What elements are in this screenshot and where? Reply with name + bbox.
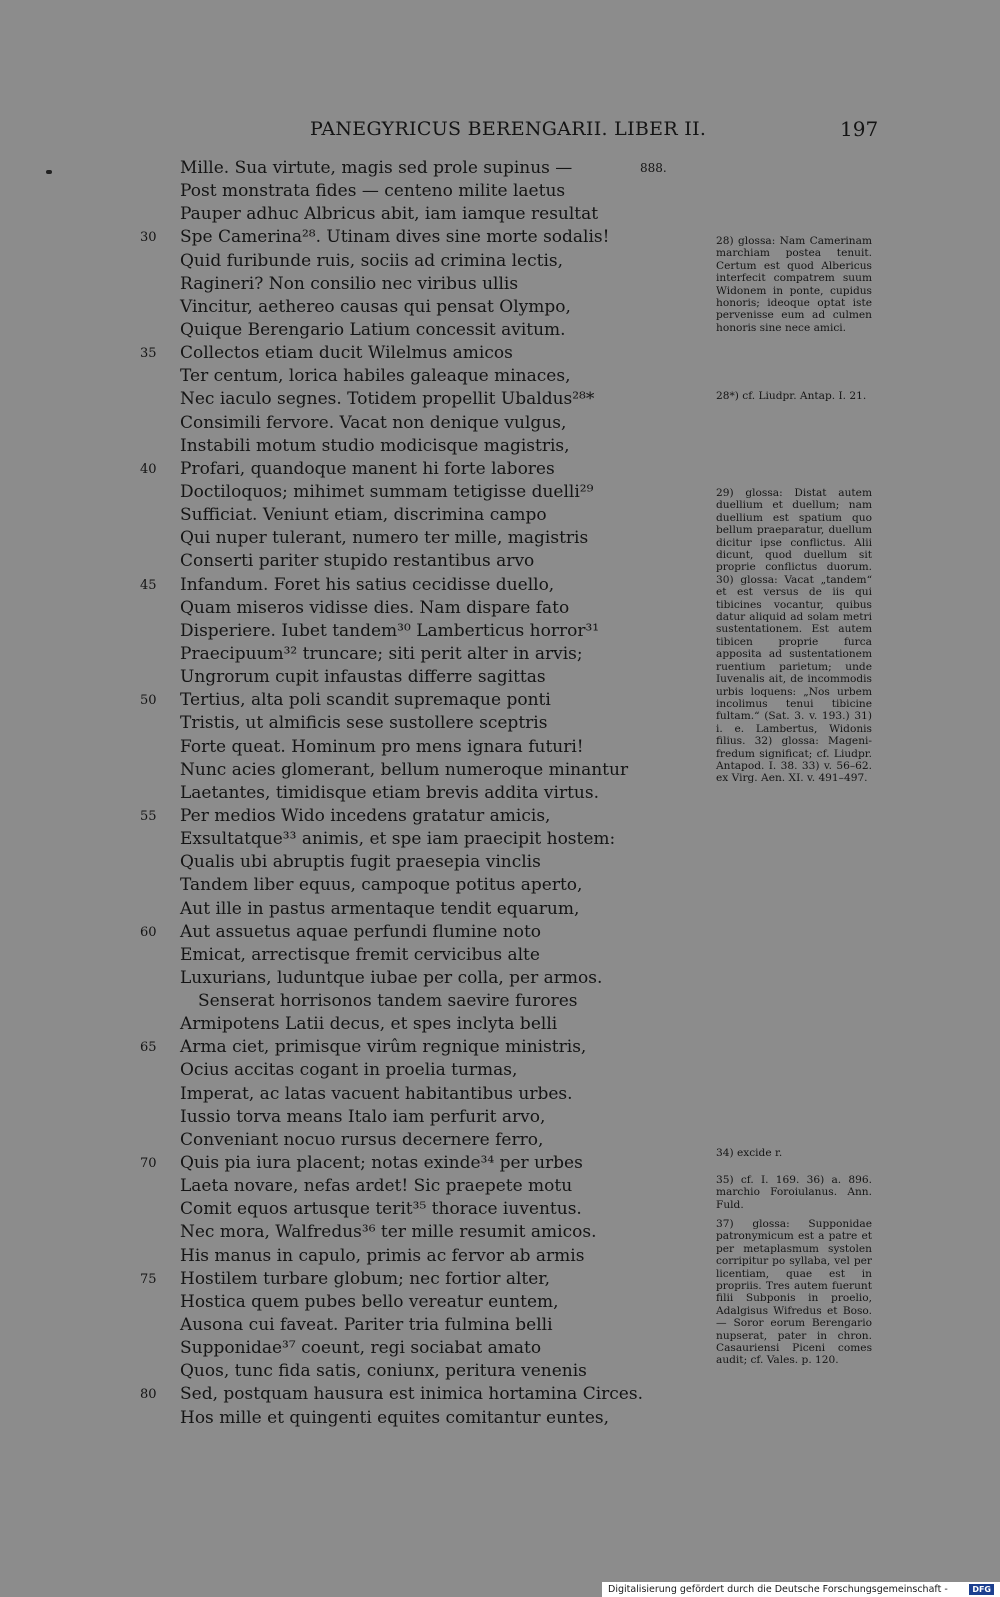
verse-text: Armipotens Latii decus, et spes inclyta belli [180, 1014, 558, 1035]
verse-text: Quos, tunc fida satis, coniunx, peritura venenis [180, 1361, 587, 1382]
line-number: 45 [140, 577, 157, 593]
verse-text: Imperat, ac latas vacuent habitantibus urbes. [180, 1083, 573, 1104]
footnotes-35-36: 35) cf. I. 169. 36) a. 896. marchio Foroiulanus. Ann. Fuld. [716, 1174, 872, 1211]
line-number: 35 [140, 346, 157, 362]
verse-line [0, 226, 700, 249]
verse-line [0, 319, 700, 342]
verse-line [0, 1291, 700, 1314]
verse-line [0, 1175, 700, 1198]
verse-text: Consimili fervore. Vacat non denique vulgus, [180, 412, 567, 433]
verse-text: Vincitur, aethereo causas qui pensat Olympo, [180, 296, 571, 317]
line-number: 75 [140, 1271, 157, 1287]
verse-line [0, 342, 700, 365]
verse-column [0, 157, 700, 1430]
verse-line [0, 180, 700, 203]
verse-text: Ausona cui faveat. Pariter tria fulmina belli [180, 1315, 553, 1336]
verse-text: His manus in capulo, primis ac fervor ab armis [180, 1245, 585, 1266]
verse-text: Laetantes, timidisque etiam brevis addita virtus. [180, 782, 599, 803]
verse-line [0, 1383, 700, 1406]
verse-line [0, 597, 700, 620]
verse-text: Qui nuper tulerant, numero ter mille, magistris [180, 528, 589, 549]
verse-line [0, 666, 700, 689]
verse-line [0, 550, 700, 573]
verse-line [0, 874, 700, 897]
verse-line [0, 273, 700, 296]
verse-line [0, 620, 700, 643]
verse-text: Conserti pariter stupido restantibus arvo [180, 551, 535, 572]
verse-text: Exsultatque³³ animis, et spe iam praecipit hostem: [180, 829, 616, 850]
verse-line [0, 527, 700, 550]
verse-line [0, 435, 700, 458]
verse-text: Praecipuum³² truncare; siti perit alter in arvis; [180, 643, 583, 664]
verse-text: Ocius accitas cogant in proelia turmas, [180, 1060, 518, 1081]
verse-line [0, 851, 700, 874]
verse-line [0, 388, 700, 411]
verse-line [0, 805, 700, 828]
verse-line [0, 1083, 700, 1106]
verse-text: Luxurians, luduntque iubae per colla, per armos. [180, 967, 603, 988]
verse-line [0, 1337, 700, 1360]
verse-line [0, 782, 700, 805]
verse-line [0, 643, 700, 666]
verse-text: Mille. Sua virtute, magis sed prole supinus — [180, 158, 573, 178]
verse-line [0, 1106, 700, 1129]
line-number: 80 [140, 1387, 157, 1403]
verse-line [0, 689, 700, 712]
verse-text: Qualis ubi abruptis fugit praesepia vinclis [180, 852, 541, 873]
verse-text: Tertius, alta poli scandit supremaque ponti [180, 690, 551, 711]
verse-line [0, 1059, 700, 1082]
footnote-28: 28) glossa: Nam Camerinam marchiam postea tenuit. Certum est quod Albericus interfecit compatrem suum Widonem in ponte, cupidus honoris; ideoque optat iste pervenisse eum ad culmen honoris sine nece amici. [716, 235, 872, 334]
line-number: 55 [140, 808, 157, 824]
verse-text: Nunc acies glomerant, bellum numeroque minantur [180, 759, 629, 780]
verse-text: Conveniant nocuo rursus decernere ferro, [180, 1129, 544, 1150]
verse-text: Collectos etiam ducit Wilelmus amicos [180, 343, 513, 364]
verse-text: Spe Camerina²⁸. Utinam dives sine morte sodalis! [180, 227, 610, 248]
verse-line [0, 898, 700, 921]
verse-line [0, 921, 700, 944]
verse-line [0, 481, 700, 504]
verse-line [0, 1129, 700, 1152]
verse-line [0, 365, 700, 388]
footnote-34: 34) excide r. [716, 1147, 783, 1159]
verse-line [0, 1407, 700, 1430]
verse-line [0, 1013, 700, 1036]
verse-line [0, 1245, 700, 1268]
verse-line [0, 1221, 700, 1244]
page-number: 197 [840, 117, 879, 141]
verse-text: Quam miseros vidisse dies. Nam dispare fato [180, 597, 570, 618]
verse-text: Ter centum, lorica habiles galeaque minaces, [180, 366, 571, 387]
verse-line [0, 296, 700, 319]
footnotes-29-33: 29) glossa: Distat autem duellium et duellum; nam duellium est spatium quo bellum praeparatur, duellum dicitur ipse conflictus. Alii dicunt, quod duellum sit proprie conflictus duorum. 30) glossa: Vacat „tandem“ et est versus de iis qui tibicines vocantur, quibus datur aliquid ad solam metri sustentationem. Est autem tibicen proprie furca apposita ad sustentationem ruentium parietum; unde Iuvenalis ait, de incommodis urbis loquens: „Nos urbem incolimus tenui tibicine fultam.“ (Sat. 3. v. 193.) 31) i. e. Lambertus, Widonis filius. 32) glossa: Magenifredum significat; cf. Liudpr. Antapod. I. 38. 33) v. 56–62. ex Virg. Aen. XI. v. 491–497. [716, 487, 872, 785]
verse-text: Ungrorum cupit infaustas differre sagittas [180, 667, 546, 688]
running-title: PANEGYRICUS BERENGARII. LIBER II. [310, 118, 707, 140]
footnote-37: 37) glossa: Supponidae patronymicum est a patre et per metaplasmum systolen corripitur po syllaba, vel per licentiam, quae est in propriis. Tres autem fuerunt filii Subponis in proelio, Adalgisus Wifredus et Boso. — Soror eorum Berengario nupserat, pater in chron. Casauriensi Piceni comes audit; cf. Vales. p. 120. [716, 1218, 872, 1367]
margin-year: 888. [640, 161, 667, 175]
verse-text: Disperiere. Iubet tandem³⁰ Lamberticus horror³¹ [180, 620, 600, 641]
verse-text: Hos mille et quingenti equites comitantur euntes, [180, 1407, 610, 1428]
line-number: 30 [140, 230, 157, 246]
line-number: 70 [140, 1156, 157, 1172]
verse-line [0, 1268, 700, 1291]
line-number: 65 [140, 1040, 157, 1056]
verse-text: Emicat, arrectisque fremit cervicibus alte [180, 944, 540, 965]
verse-line [0, 1198, 700, 1221]
verse-line [0, 250, 700, 273]
verse-text: Aut assuetus aquae perfundi flumine noto [180, 921, 542, 942]
verse-text: Quid furibunde ruis, sociis ad crimina lectis, [180, 250, 564, 271]
verse-line [0, 759, 700, 782]
verse-line [0, 736, 700, 759]
verse-line [0, 1036, 700, 1059]
verse-text: Infandum. Foret his satius cecidisse duello, [180, 574, 555, 595]
verse-text: Sufficiat. Veniunt etiam, discrimina campo [180, 505, 547, 526]
verse-text: Per medios Wido incedens gratatur amicis, [180, 805, 551, 826]
digitization-credit [602, 1582, 1000, 1597]
verse-text: Arma ciet, primisque virûm regnique ministris, [180, 1037, 587, 1058]
verse-line [0, 458, 700, 481]
verse-line [0, 1360, 700, 1383]
verse-text: Quis pia iura placent; notas exinde³⁴ per urbes [180, 1153, 583, 1174]
verse-line [0, 1152, 700, 1175]
line-number: 50 [140, 693, 157, 709]
dfg-logo: DFG [969, 1584, 994, 1595]
verse-text: Senserat horrisonos tandem saevire furores [198, 991, 578, 1012]
verse-text: Tandem liber equus, campoque potitus aperto, [180, 875, 583, 896]
verse-text: Post monstrata fides — centeno milite laetus [180, 181, 566, 202]
verse-text: Iussio torva means Italo iam perfurit arvo, [180, 1106, 546, 1127]
footnote-28-star: 28*) cf. Liudpr. Antap. I. 21. [716, 390, 867, 402]
verse-text: Aut ille in pastus armentaque tendit equarum, [180, 898, 580, 919]
verse-line [0, 157, 700, 180]
verse-text: Supponidae³⁷ coeunt, regi sociabat amato [180, 1338, 542, 1359]
verse-line [0, 712, 700, 735]
verse-text: Quique Berengario Latium concessit avitum. [180, 319, 566, 340]
verse-text: Hostilem turbare globum; nec fortior alter, [180, 1268, 550, 1289]
verse-text: Nec iaculo segnes. Totidem propellit Ubaldus²⁸* [180, 389, 595, 410]
verse-line [0, 412, 700, 435]
verse-text: Nec mora, Walfredus³⁶ ter mille resumit amicos. [180, 1222, 597, 1243]
verse-line [0, 828, 700, 851]
verse-text: Laeta novare, nefas ardet! Sic praepete motu [180, 1176, 573, 1197]
verse-text: Profari, quandoque manent hi forte labores [180, 458, 555, 479]
verse-text: Pauper adhuc Albricus abit, iam iamque resultat [180, 204, 599, 225]
verse-line [0, 967, 700, 990]
verse-line [0, 203, 700, 226]
verse-text: Sed, postquam hausura est inimica hortamina Circes. [180, 1384, 643, 1405]
verse-text: Ragineri? Non consilio nec viribus ullis [180, 273, 519, 294]
verse-text: Tristis, ut almificis sese sustollere sceptris [180, 713, 548, 734]
verse-text: Comit equos artusque terit³⁵ thorace iuventus. [180, 1199, 582, 1220]
verse-text: Instabili motum studio modicisque magistris, [180, 435, 570, 456]
credit-text: Digitalisierung gefördert durch die Deutsche Forschungsgemeinschaft - [608, 1584, 948, 1595]
verse-line [0, 1314, 700, 1337]
verse-line [0, 990, 700, 1013]
verse-text: Forte queat. Hominum pro mens ignara futuri! [180, 736, 584, 757]
verse-text: Doctiloquos; mihimet summam tetigisse duelli²⁹ [180, 481, 594, 502]
verse-line [0, 574, 700, 597]
line-number: 60 [140, 924, 157, 940]
verse-line [0, 504, 700, 527]
verse-line [0, 944, 700, 967]
line-number: 40 [140, 461, 157, 477]
verse-text: Hostica quem pubes bello vereatur euntem, [180, 1291, 559, 1312]
